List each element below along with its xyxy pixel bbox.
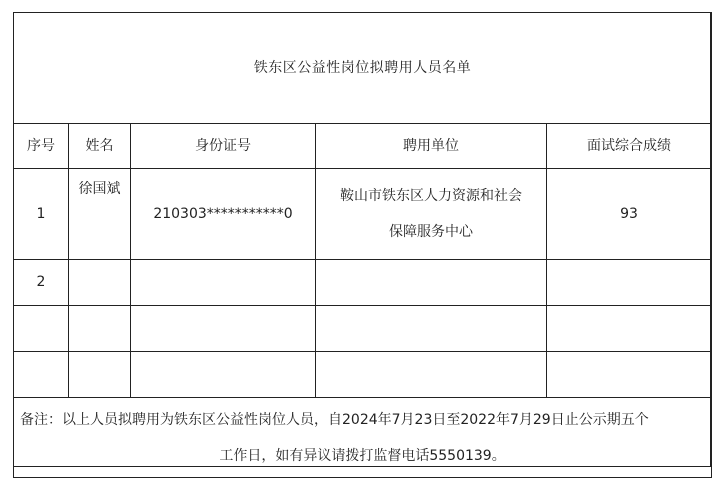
- table-row: [14, 352, 712, 398]
- note-line1: 备注：以上人员拟聘用为铁东区公益性岗位人员，自2024年7月23日至2022年7月29日止公示期五个: [20, 411, 649, 428]
- row-index: [14, 352, 69, 398]
- row-employer: [316, 306, 547, 352]
- roster-table: [13, 12, 712, 478]
- row-employer: [316, 352, 547, 398]
- row-id-number: 210303***********0: [131, 169, 316, 260]
- row-name: [69, 260, 131, 306]
- row-id-number: [131, 306, 316, 352]
- row-score: [547, 352, 712, 398]
- header-employer: 聘用单位: [316, 124, 547, 169]
- row-id-number: [131, 260, 316, 306]
- header-row: [14, 124, 712, 169]
- row-score: [547, 260, 712, 306]
- row-index: [14, 306, 69, 352]
- note-line2: 工作日，如有异议请拨打监督电话5550139。: [219, 447, 506, 464]
- header-index: 序号: [14, 124, 69, 169]
- table-row: [14, 306, 712, 352]
- row-employer: [316, 169, 547, 260]
- roster-document: [13, 12, 711, 467]
- row-score: 93: [547, 169, 712, 260]
- header-score: 面试综合成绩: [547, 124, 712, 169]
- row-name: [69, 352, 131, 398]
- document-title: 铁东区公益性岗位拟聘用人员名单: [14, 13, 712, 124]
- row-index: 1: [14, 169, 69, 260]
- row-name: [69, 306, 131, 352]
- table-row: [14, 260, 712, 306]
- header-name: 姓名: [69, 124, 131, 169]
- row-name: 徐国斌: [69, 169, 131, 260]
- row-score: [547, 306, 712, 352]
- row-employer: [316, 260, 547, 306]
- row-employer-line1: 鞍山市铁东区人力资源和社会: [340, 188, 522, 204]
- row-employer-line2: 保障服务中心: [389, 224, 473, 240]
- header-id-number: 身份证号: [131, 124, 316, 169]
- note-cell: [14, 398, 712, 478]
- row-index: 2: [14, 260, 69, 306]
- row-id-number: [131, 352, 316, 398]
- table-row: [14, 169, 712, 260]
